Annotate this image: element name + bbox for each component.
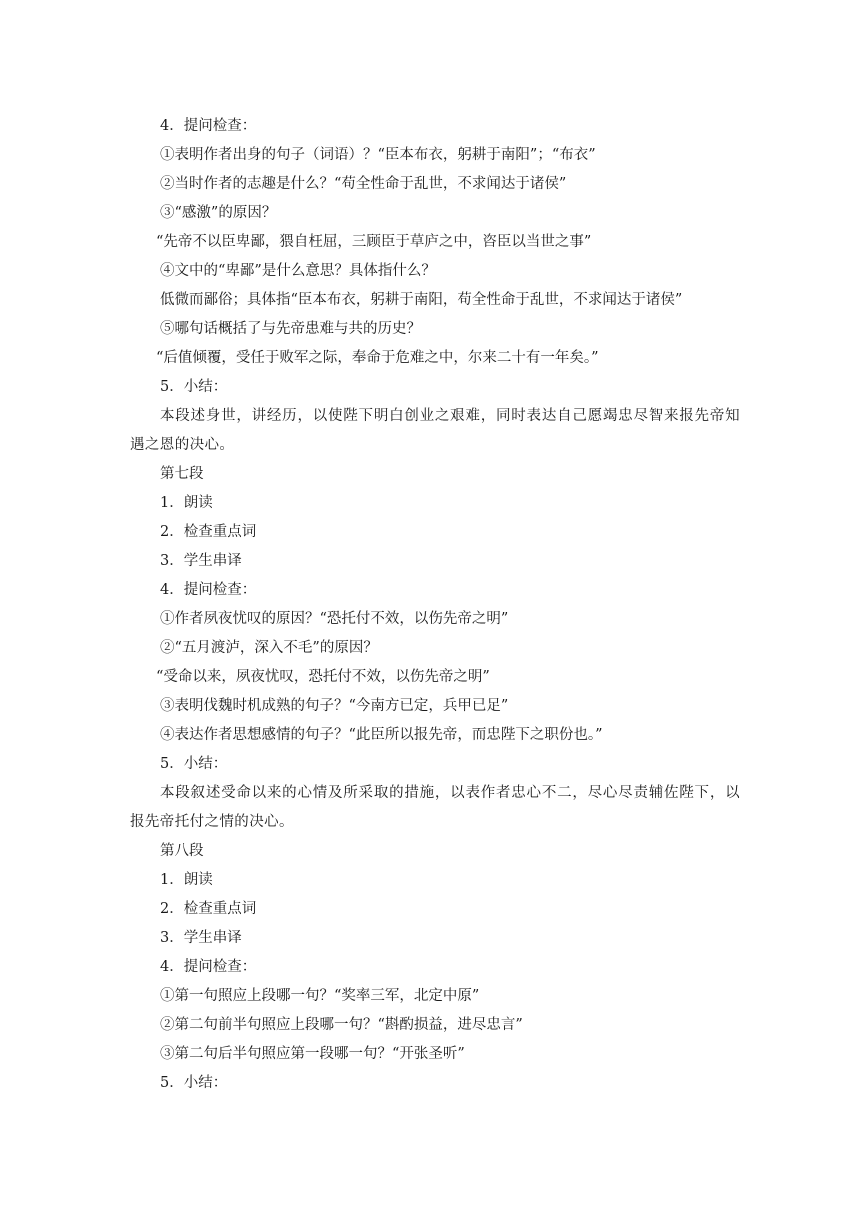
question-4: ④文中的“卑鄙”是什么意思？具体指什么？ (160, 263, 436, 279)
step-read: 1．朗读 (160, 495, 213, 511)
answer-3: “先帝不以臣卑鄙，猥自枉屈，三顾臣于草庐之中，咨臣以当世之事” (156, 234, 592, 250)
question-2: ②“五月渡泸，深入不毛”的原因？ (160, 640, 378, 656)
summary-paragraph: 本段述身世，讲经历，以使陛下明白创业之艰难，同时表达自己愿竭忠尽智来报先帝知遇之恩的决心。 (130, 408, 740, 453)
summary-label: 5．小结： (160, 379, 228, 395)
answer-4: 低微而鄙俗；具体指“臣本布衣，躬耕于南阳，苟全性命于乱世，不求闻达于诸侯” (160, 292, 683, 308)
summary-label: 5．小结： (160, 1075, 228, 1091)
question-5: ⑤哪句话概括了与先帝患难与共的历史？ (160, 321, 421, 337)
question-header: 4．提问检查： (160, 118, 257, 134)
summary-paragraph: 本段叙述受命以来的心情及所采取的措施，以表作者忠心不二，尽心尽责辅佐陛下，以报先帝托付之情的决心。 (130, 785, 740, 830)
summary-label: 5．小结： (160, 756, 228, 772)
question-4: ④表达作者思想感情的句子？“此臣所以报先帝，而忠陛下之职份也。” (160, 727, 603, 743)
question-3: ③表明伐魏时机成熟的句子？“今南方已定，兵甲已足” (160, 698, 509, 714)
question-1: ①作者夙夜忧叹的原因？“恐托付不效，以伤先帝之明” (160, 611, 509, 627)
question-3: ③第二句后半句照应第一段哪一句？“开张圣听” (160, 1046, 465, 1062)
step-keywords: 2．检查重点词 (160, 524, 257, 540)
question-3: ③“感激”的原因？ (160, 205, 277, 221)
document-body (130, 112, 740, 1098)
question-1: ①表明作者出身的句子（词语）？“臣本布衣，躬耕于南阳”；“布衣” (160, 147, 596, 163)
question-1: ①第一句照应上段哪一句？“奖率三军，北定中原” (160, 988, 480, 1004)
step-keywords: 2．检查重点词 (160, 901, 257, 917)
question-header: 4．提问检查： (160, 959, 257, 975)
section-heading: 第八段 (160, 843, 204, 859)
question-2: ②第二句前半句照应上段哪一句？“斟酌损益，进尽忠言” (160, 1017, 523, 1033)
answer-2: “受命以来，夙夜忧叹，恐托付不效，以伤先帝之明” (156, 669, 490, 685)
step-translate: 3．学生串译 (160, 930, 242, 946)
step-translate: 3．学生串译 (160, 553, 242, 569)
answer-5: “后值倾覆，受任于败军之际，奉命于危难之中，尔来二十有一年矣。” (156, 350, 599, 366)
step-read: 1．朗读 (160, 872, 213, 888)
question-header: 4．提问检查： (160, 582, 257, 598)
section-heading: 第七段 (160, 466, 204, 482)
question-2: ②当时作者的志趣是什么？“苟全性命于乱世，不求闻达于诸侯” (160, 176, 567, 192)
